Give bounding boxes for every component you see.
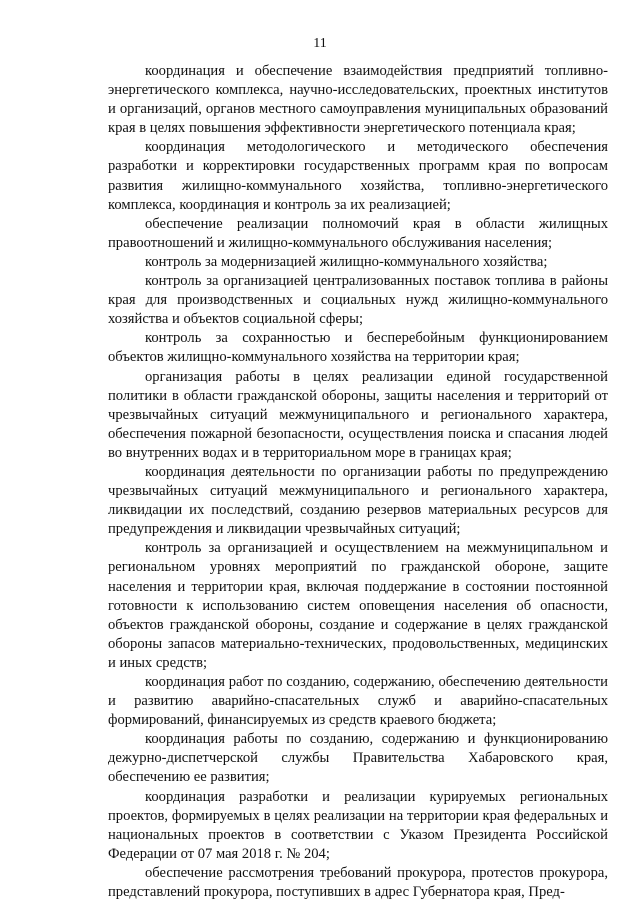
paragraph: контроль за сохранностью и бесперебойным функционированием объектов жилищно-коммунального хозяйства на территории края; xyxy=(108,330,608,366)
paragraph: контроль за модернизацией жилищно-коммунального хозяйства; xyxy=(145,253,548,270)
paragraph: контроль за организацией централизованных поставок топлива в районы края для производственных и социальных нужд жилищно-коммунального хозяйства и объектов социальной сферы; xyxy=(108,273,608,328)
page-number: 11 xyxy=(313,36,327,51)
paragraph: координация методологического и методического обеспечения разработки и корректировки государственных программ края по вопросам развития жилищно-коммунального хозяйства, топливно-энергетического комплекса, координация и контроль за их реализацией; xyxy=(108,139,608,213)
document-body xyxy=(108,62,608,902)
paragraph: координация и обеспечение взаимодействия предприятий топливно-энергетического комплекса, научно-исследовательских, проектных институтов и организаций, органов местного самоуправления муниципальных образований края в целях повышения эффективности энергетического потенциала края; xyxy=(108,63,608,137)
paragraph: координация деятельности по организации работы по предупреждению чрезвычайных ситуаций межмуниципального и регионального характера, ликвидации их последствий, созданию резервов материальных ресурсов для предупреждения и ликвидации чрезвычайных ситуаций; xyxy=(108,463,608,538)
paragraph: координация работы по созданию, содержанию и функционированию дежурно-диспетчерской службы Правительства Хабаровского края, обеспечению ее развития; xyxy=(108,731,608,786)
paragraph: координация разработки и реализации курируемых региональных проектов, формируемых в целях реализации на территории края федеральных и национальных проектов в соответствии с Указом Президента Российской Федерации от 07 мая 2018 г. № 204; xyxy=(108,788,608,862)
paragraph: обеспечение рассмотрения требований прокурора, протестов прокурора, представлений прокурора, поступивших в адрес Губернатора края, Пред- xyxy=(108,864,608,901)
paragraph: обеспечение реализации полномочий края в области жилищных правоотношений и жилищно-коммунального обслуживания населения; xyxy=(108,215,608,251)
paragraph: организация работы в целях реализации единой государственной политики в области гражданской обороны, защиты населения и территорий от чрезвычайных ситуаций межмуниципального и регионального характера, обеспечения пожарной безопасности, осуществления поиска и спасания людей во внутренних водах и в территориальном море в границах края; xyxy=(108,368,608,461)
paragraph: координация работ по созданию, содержанию, обеспечению деятельности и развитию аварийно-спасательных служб и аварийно-спасательных формирований, финансируемых из средств краевого бюджета; xyxy=(108,674,608,729)
paragraph: контроль за организацией и осуществлением на межмуниципальном и региональном уровнях мероприятий по гражданской обороне, защите населения и территории края, включая поддержание в состоянии постоянной готовности к использованию систем оповещения населения об опасности, объектов гражданской обороны, создание и содержание в целях гражданской обороны запасов материально-технических, продовольственных, медицинских и иных средств; xyxy=(108,540,608,671)
